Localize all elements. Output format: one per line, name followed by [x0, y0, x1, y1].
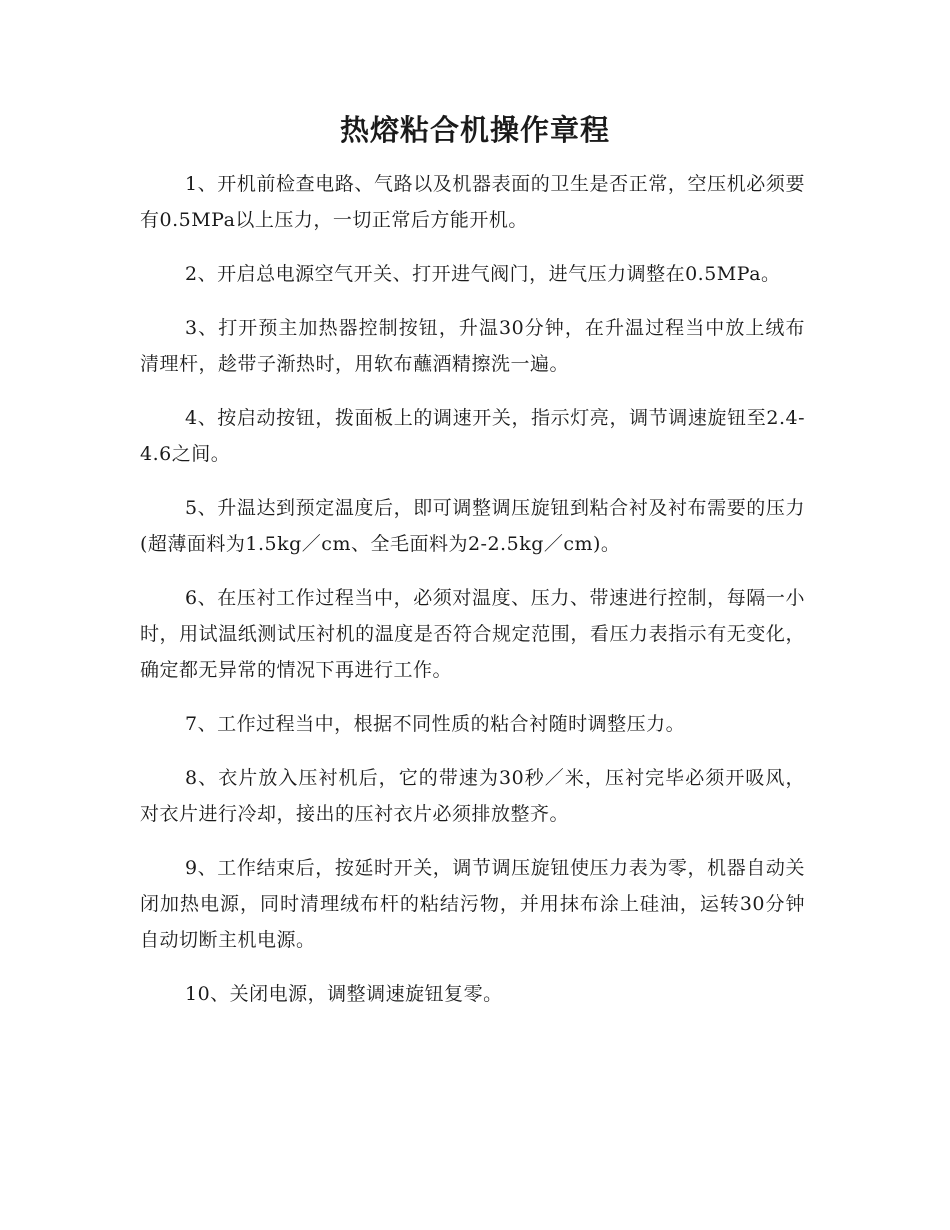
paragraph-8: 8、衣片放入压衬机后，它的带速为30秒／米，压衬完毕必须开吸风，对衣片进行冷却，接出的压衬衣片必须排放整齐。 [140, 767, 805, 825]
paragraph-10: 10、关闭电源，调整调速旋钮复零。 [185, 983, 503, 1005]
paragraph-9: 9、工作结束后，按延时开关，调节调压旋钮使压力表为零，机器自动关闭加热电源，同时清理绒布杆的粘结污物，并用抹布涂上硅油，运转30分钟自动切断主机电源。 [140, 857, 805, 951]
paragraph-4: 4、按启动按钮，拨面板上的调速开关，指示灯亮，调节调速旋钮至2.4-4.6之间。 [140, 407, 805, 465]
paragraph-7: 7、工作过程当中，根据不同性质的粘合衬随时调整压力。 [185, 713, 686, 735]
document-title: 热熔粘合机操作章程 [339, 113, 610, 147]
paragraph-2: 2、开启总电源空气开关、打开进气阀门，进气压力调整在0.5MPa。 [185, 263, 781, 285]
paragraph-3: 3、打开预主加热器控制按钮，升温30分钟，在升温过程当中放上绒布清理杆，趁带子渐热时，用软布蘸酒精擦洗一遍。 [140, 317, 805, 375]
paragraph-5: 5、升温达到预定温度后，即可调整调压旋钮到粘合衬及衬布需要的压力(超薄面料为1.5kg／cm、全毛面料为2-2.5kg／cm)。 [140, 497, 805, 555]
paragraph-6: 6、在压衬工作过程当中，必须对温度、压力、带速进行控制，每隔一小时，用试温纸测试压衬机的温度是否符合规定范围，看压力表指示有无变化，确定都无异常的情况下再进行工作。 [140, 587, 805, 681]
document-body [140, 166, 805, 1030]
paragraph-1: 1、开机前检查电路、气路以及机器表面的卫生是否正常，空压机必须要有0.5MPa以上压力，一切正常后方能开机。 [140, 173, 805, 231]
